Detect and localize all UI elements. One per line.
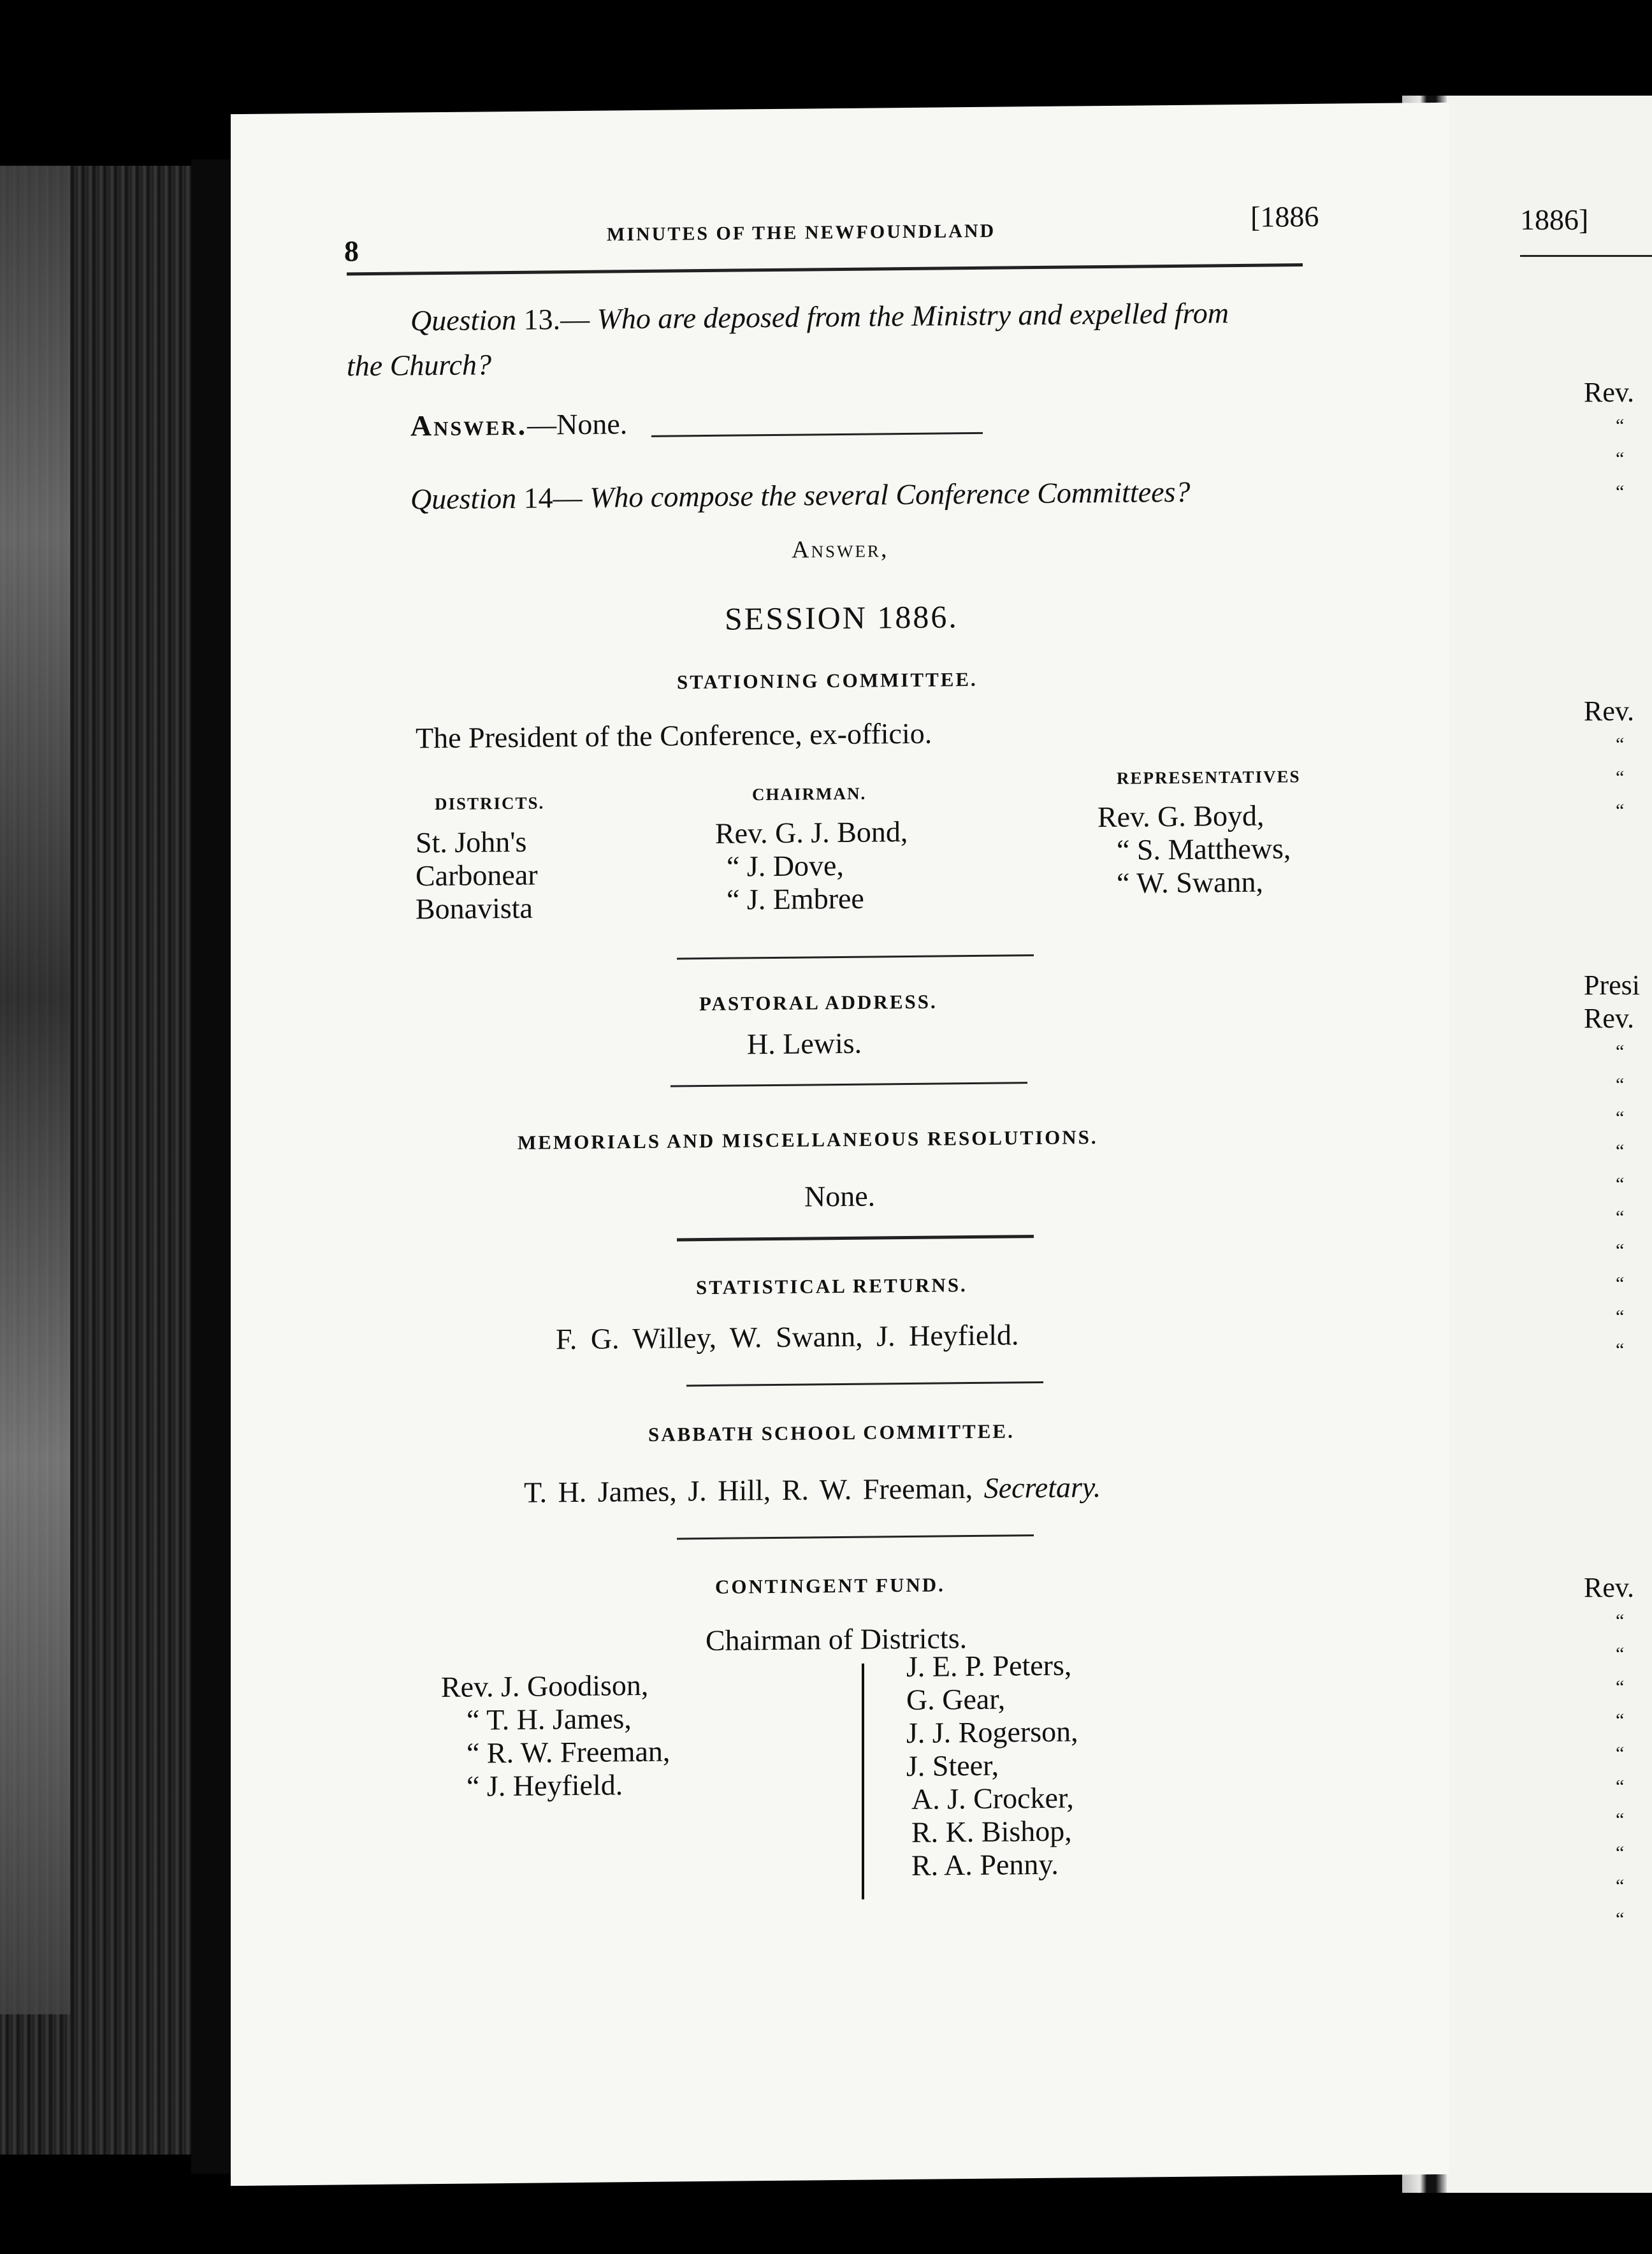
contingent-right-item: R. A. Penny. (911, 1847, 1059, 1882)
facing-line: “ (1616, 1610, 1625, 1631)
sabbath-heading: SABBATH SCHOOL COMMITTEE. (648, 1420, 1015, 1446)
facing-line: “ (1616, 1776, 1625, 1797)
facing-line: Rev. (1584, 1003, 1635, 1034)
book-spine (191, 159, 236, 2174)
facing-block-1 (1584, 376, 1634, 509)
facing-line: “ (1616, 481, 1625, 502)
facing-line: “ (1616, 1107, 1625, 1128)
facing-line: “ (1616, 734, 1625, 755)
facing-header-rule (1520, 255, 1652, 257)
facing-line: “ (1616, 1710, 1625, 1731)
torn-page-edge (0, 166, 70, 2014)
contingent-right-list (906, 1648, 1078, 1882)
contingent-right-item: A. J. Crocker, (911, 1781, 1074, 1815)
facing-line: “ (1616, 1339, 1625, 1360)
facing-line: “ (1616, 767, 1625, 788)
col-chairman: CHAIRMAN. (752, 783, 867, 804)
contingent-left-item: “ J. Heyfield. (467, 1768, 623, 1803)
divider (686, 1381, 1043, 1386)
chairmen-list (715, 815, 908, 917)
column-separator (862, 1664, 864, 1900)
district-item: St. John's (416, 825, 527, 859)
memorials-text: None. (804, 1179, 876, 1213)
contingent-left-item: “ T. H. James, (467, 1702, 632, 1736)
contingent-right-item: R. K. Bishop, (911, 1814, 1072, 1849)
facing-line: “ (1616, 1074, 1625, 1095)
facing-line: Presi (1584, 970, 1640, 1001)
district-item: Carbonear (416, 858, 538, 892)
document-page (231, 103, 1449, 2186)
col-representatives: REPRESENTATIVES (1117, 767, 1301, 788)
contingent-subheading: Chairman of Districts. (706, 1622, 967, 1657)
col-districts: DISTRICTS. (435, 793, 545, 814)
facing-line: “ (1616, 1041, 1625, 1062)
contingent-right-item: J. E. P. Peters, (906, 1648, 1072, 1683)
contingent-right-item: J. J. Rogerson, (906, 1715, 1078, 1750)
facing-line: Rev. (1584, 377, 1635, 408)
divider (670, 1082, 1027, 1087)
district-item: Bonavista (416, 891, 533, 926)
representative-item: Rev. G. Boyd, (1098, 799, 1264, 834)
districts-list (416, 825, 538, 926)
facing-line: “ (1616, 1240, 1625, 1261)
header-year: [1886 (1250, 200, 1319, 233)
facing-line: “ (1616, 1676, 1625, 1698)
facing-line: “ (1616, 1875, 1625, 1896)
facing-line: “ (1616, 1207, 1625, 1228)
facing-line: “ (1616, 415, 1625, 436)
representative-item: “ S. Matthews, (1117, 832, 1291, 866)
statistical-heading: STATISTICAL RETURNS. (696, 1274, 967, 1299)
page-number: 8 (344, 235, 359, 268)
chairman-item: Rev. G. J. Bond, (715, 815, 908, 850)
representative-item: “ W. Swann, (1117, 865, 1263, 899)
statistical-names: F. G. Willey, W. Swann, J. Heyfield. (556, 1318, 1019, 1356)
q13-answer: Answer.—None. (410, 407, 628, 442)
contingent-left-list (441, 1669, 670, 1803)
facing-page-year: 1886] (1520, 203, 1589, 236)
facing-line: “ (1616, 1809, 1625, 1830)
q13-line2: the Church? (347, 348, 491, 382)
q14-answer-label: Answer, (792, 535, 889, 564)
chairman-item: “ J. Dove, (727, 848, 844, 883)
facing-line: Rev. (1584, 695, 1635, 727)
facing-line: “ (1616, 800, 1625, 821)
facing-block-4 (1584, 1571, 1634, 1936)
contingent-left-item: “ R. W. Freeman, (467, 1734, 670, 1770)
divider (651, 432, 983, 437)
pastoral-names: H. Lewis. (747, 1026, 862, 1061)
contingent-right-item: J. Steer, (906, 1749, 999, 1783)
header-rule (347, 263, 1303, 275)
pastoral-heading: PASTORAL ADDRESS. (699, 990, 938, 1015)
contingent-heading: CONTINGENT FUND. (715, 1573, 945, 1598)
facing-line: “ (1616, 448, 1625, 469)
contingent-right-item: G. Gear, (906, 1682, 1006, 1717)
facing-line: “ (1616, 1842, 1625, 1863)
facing-line: “ (1616, 1174, 1625, 1195)
contingent-left-item: Rev. J. Goodison, (441, 1668, 649, 1704)
facing-line: “ (1616, 1273, 1625, 1294)
facing-line: “ (1616, 1140, 1625, 1161)
representatives-list (1098, 799, 1291, 900)
q14-line: Question 14— Who compose the several Conference Committees? (410, 475, 1191, 516)
session-heading: SESSION 1886. (725, 599, 959, 637)
stationing-president: The President of the Conference, ex-officio. (416, 716, 932, 755)
divider (677, 1235, 1034, 1241)
sabbath-names: T. H. James, J. Hill, R. W. Freeman, Secretary. (524, 1471, 1101, 1509)
running-head: MINUTES OF THE NEWFOUNDLAND (607, 220, 996, 245)
q13-line1: Question 13.— Who are deposed from the Ministry and expelled from (410, 296, 1229, 337)
divider (677, 954, 1034, 959)
facing-line: “ (1616, 1743, 1625, 1764)
memorials-heading: MEMORIALS AND MISCELLANEOUS RESOLUTIONS. (518, 1126, 1098, 1154)
stationing-heading: STATIONING COMMITTEE. (677, 667, 978, 694)
facing-block-3 (1584, 969, 1640, 1367)
facing-line: “ (1616, 1643, 1625, 1664)
facing-line: “ (1616, 1909, 1625, 1930)
facing-line: Rev. (1584, 1572, 1635, 1603)
facing-block-2 (1584, 695, 1634, 827)
facing-line: “ (1616, 1306, 1625, 1327)
divider (677, 1534, 1034, 1539)
chairman-item: “ J. Embree (727, 882, 864, 916)
